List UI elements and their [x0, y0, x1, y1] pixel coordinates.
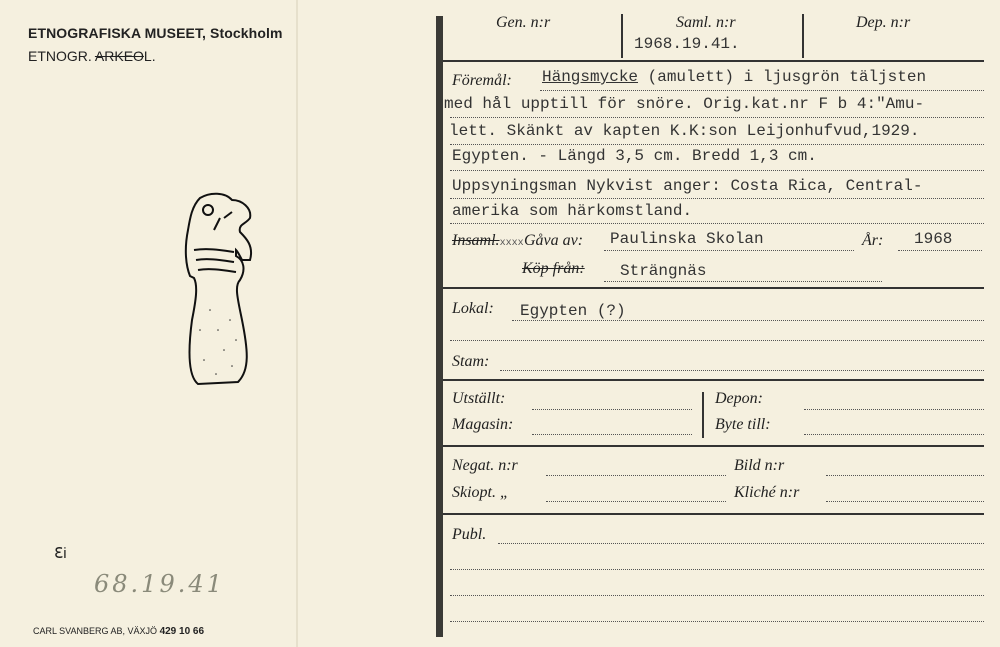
- ar-value: 1968: [914, 230, 953, 248]
- skiopt-label: Skiopt. „: [452, 484, 509, 501]
- bild-label: Bild n:r: [734, 457, 785, 474]
- dotted-line-kop: [604, 281, 882, 282]
- lokal-label: Lokal:: [452, 300, 494, 317]
- gava-value: Paulinska Skolan: [610, 230, 764, 248]
- header-divider-1: [621, 14, 623, 58]
- dept-prefix: ETNOGR.: [28, 48, 92, 64]
- kliche-label: Kliché n:r: [734, 484, 800, 501]
- dotted-line-depon: [804, 409, 984, 410]
- museum-name: [28, 25, 283, 41]
- printer-number: 429 10 66: [159, 626, 205, 637]
- department-line: [28, 48, 156, 64]
- foremal-line-4: Egypten. - Längd 3,5 cm. Bredd 1,3 cm.: [452, 147, 817, 165]
- pencil-inventory-number: 68.19.41: [94, 570, 225, 598]
- rule-storage: [443, 445, 984, 447]
- insaml-struck: Insaml.: [452, 232, 500, 249]
- gava-label: Gåva av:: [524, 232, 584, 249]
- foremal-line-6: amerika som härkomstland.: [452, 202, 693, 220]
- kop-label: Köp från:: [522, 260, 585, 277]
- foremal-line-3: lett. Skänkt av kapten K.K:son Leijonhufvud,1929.: [449, 122, 920, 140]
- dotted-line-1: [540, 90, 984, 91]
- left-panel: [0, 0, 296, 647]
- foremal-label: Föremål:: [452, 72, 512, 89]
- rule-header: [443, 60, 984, 62]
- dotted-line-publ-1: [498, 543, 984, 544]
- dotted-line-skiopt: [546, 501, 726, 502]
- foremal-line-1: [542, 68, 926, 86]
- dotted-line-4: [450, 170, 984, 171]
- form-margin-bar: [436, 16, 443, 637]
- saml-value: 1968.19.41.: [634, 35, 740, 53]
- foremal-line-1-rest: (amulett) i ljusgrön täljsten: [638, 68, 927, 86]
- foremal-line-5: Uppsyningsman Nykvist anger: Costa Rica, Central-: [452, 177, 923, 195]
- dotted-line-stam: [500, 370, 984, 371]
- rule-stam: [443, 379, 984, 381]
- dotted-line-ar: [898, 250, 982, 251]
- dotted-line-gava: [604, 250, 854, 251]
- ar-label: År:: [862, 232, 884, 249]
- depon-label: Depon:: [715, 390, 763, 407]
- insaml-overstrike: xxxx: [499, 238, 524, 249]
- dotted-line-3: [450, 144, 984, 145]
- dotted-line-kliche: [826, 501, 984, 502]
- dotted-line-byte: [804, 434, 984, 435]
- publ-label: Publ.: [452, 526, 487, 543]
- dept-struck: ARKEO: [94, 48, 144, 64]
- amulet-drawing: [180, 190, 260, 390]
- dotted-line-lokal-2: [450, 340, 984, 341]
- byte-label: Byte till:: [715, 416, 771, 433]
- dotted-line-bild: [826, 475, 984, 476]
- header-divider-2: [802, 14, 804, 58]
- museum-name-text: ETNOGRAFISKA MUSEET,: [28, 25, 207, 41]
- card-fold: [296, 0, 298, 647]
- printer-imprint: [33, 626, 204, 637]
- stam-label: Stam:: [452, 353, 490, 370]
- gen-label: Gen. n:r: [496, 14, 551, 31]
- dotted-line-publ-2: [450, 569, 984, 570]
- rule-media: [443, 513, 984, 515]
- dotted-line-2: [450, 117, 984, 118]
- dotted-line-publ-3: [450, 595, 984, 596]
- dotted-line-utstallt: [532, 409, 692, 410]
- museum-stamp: ℇі: [54, 545, 67, 562]
- magasin-label: Magasin:: [452, 416, 514, 433]
- negat-label: Negat. n:r: [452, 457, 518, 474]
- museum-city: Stockholm: [210, 25, 283, 41]
- dotted-line-6: [450, 223, 984, 224]
- saml-label: Saml. n:r: [676, 14, 736, 31]
- dep-label: Dep. n:r: [856, 14, 911, 31]
- lokal-value: Egypten (?): [520, 302, 626, 320]
- storage-divider: [702, 392, 704, 438]
- object-name: Hängsmycke: [542, 68, 639, 86]
- dotted-line-magasin: [532, 434, 692, 435]
- foremal-line-2: med hål upptill för snöre. Orig.kat.nr F b 4:"Amu-: [444, 95, 925, 113]
- dept-suffix: L.: [143, 48, 156, 64]
- utstallt-label: Utställt:: [452, 390, 506, 407]
- rule-acquisition: [443, 287, 984, 289]
- dotted-line-publ-4: [450, 621, 984, 622]
- dotted-line-5: [450, 198, 984, 199]
- insaml-label: [452, 232, 524, 250]
- kop-value: Strängnäs: [620, 262, 707, 280]
- printer-name: CARL SVANBERG AB, VÄXJÖ: [33, 626, 158, 636]
- dotted-line-negat: [546, 475, 726, 476]
- dotted-line-lokal: [512, 320, 984, 321]
